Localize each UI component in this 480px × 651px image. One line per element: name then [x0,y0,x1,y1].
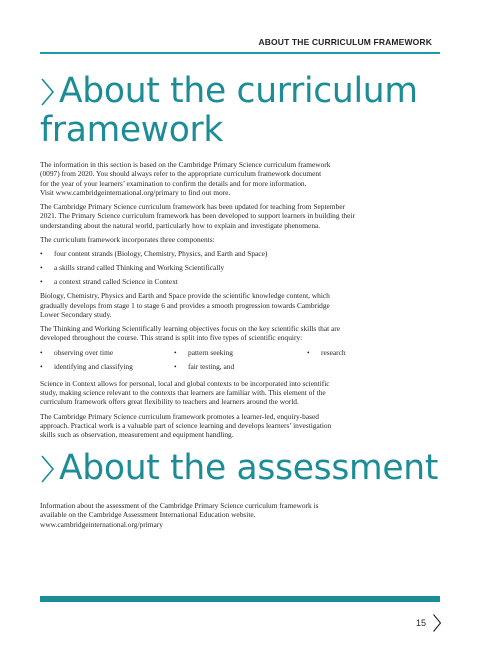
section-heading-framework [40,72,460,150]
list-item: • four content strands (Biology, Chemistry, Physics, and Earth and Space) [40,249,440,258]
section-heading-assessment [40,449,460,488]
enquiry-types-list [40,348,440,375]
next-page-chevron-icon[interactable] [432,613,442,633]
assessment-body [40,501,440,534]
text-line: Lower Secondary study. [40,309,112,319]
text-line: approach. Practical work is a valuable part of science learning and develops learners’ investigation [40,420,332,430]
text-line: 2021. The Primary Science curriculum framework has been developed to support learners in building their [40,211,355,221]
components-intro: The curriculum framework incorporates three components: [40,235,215,245]
text-line: developed throughout the course. This strand is split into five types of scientific enquiry: [40,333,303,343]
text-line: Information about the assessment of the Cambridge Primary Science curriculum framework is [40,501,319,510]
text-line: gradually develops from stage 1 to stage 6 and provides a smooth progression towards Cambridge [40,300,330,310]
chevron-right-icon [40,78,55,106]
running-header: ABOUT THE CURRICULUM FRAMEWORK [258,37,432,47]
list-item: • fair testing, and [174,362,234,371]
components-list [40,249,440,286]
list-item: • pattern seeking [174,348,233,357]
section-heading-assessment-text: About the assessment [59,448,439,488]
text-line: study, making science relevant to the contexts that learners are familiar with. This element of the [40,388,326,398]
text-line: The Cambridge Primary Science curriculum framework has been updated for teaching from September [40,202,345,212]
text-line: The Thinking and Working Scientifically learning objectives focus on the key scientific skills that are [40,324,341,334]
enquiry-paragraph [40,412,440,440]
chevron-right-icon [40,455,55,483]
list-item: • a context strand called Science in Context [40,277,440,286]
text-line: The information in this section is based on the Cambridge Primary Science curriculum framework [40,160,331,169]
assessment-paragraph [40,501,440,529]
header-rule [40,52,440,54]
framework-body [40,160,440,445]
text-line: Science in Context allows for personal, local and global contexts to be incorporated into scientific [40,378,330,388]
footer-bar [40,596,440,602]
text-line: Biology, Chemistry, Physics and Earth and Space provide the scientific knowledge content, which [40,291,330,301]
text-line: available on the Cambridge Assessment International Education website. [40,510,256,520]
text-line: understanding about the natural world, particularly how to explain and investigate phenomena. [40,220,321,230]
text-line: for the year of your learners’ examination to confirm the details and for more information. [40,178,307,188]
text-line: curriculum framework offers great flexibility to teachers and learners around the world. [40,397,299,407]
list-item: • identifying and classifying [40,362,133,371]
page-number: 15 [415,618,426,628]
list-item: • research [307,348,346,357]
twsci-paragraph [40,324,440,343]
content-paragraph [40,291,440,319]
list-item: • observing over time [40,348,113,357]
text-line: The Cambridge Primary Science curriculum framework promotes a learner-led, enquiry-based [40,411,319,421]
context-paragraph [40,379,440,407]
section-heading-framework-text: About the curriculum framework [40,71,418,150]
list-item: • a skills strand called Thinking and Working Scientifically [40,263,440,272]
assessment-link[interactable]: www.cambridgeinternational.org/primary [40,519,163,529]
intro-paragraph [40,160,440,197]
text-line: skills such as observation, measurement and equipment handling. [40,430,234,440]
text-line: (0097) from 2020. You should always refer to the appropriate curriculum framework document [40,169,322,179]
update-paragraph [40,202,440,230]
text-line: Visit www.cambridgeinternational.org/primary to find out more. [40,187,231,197]
